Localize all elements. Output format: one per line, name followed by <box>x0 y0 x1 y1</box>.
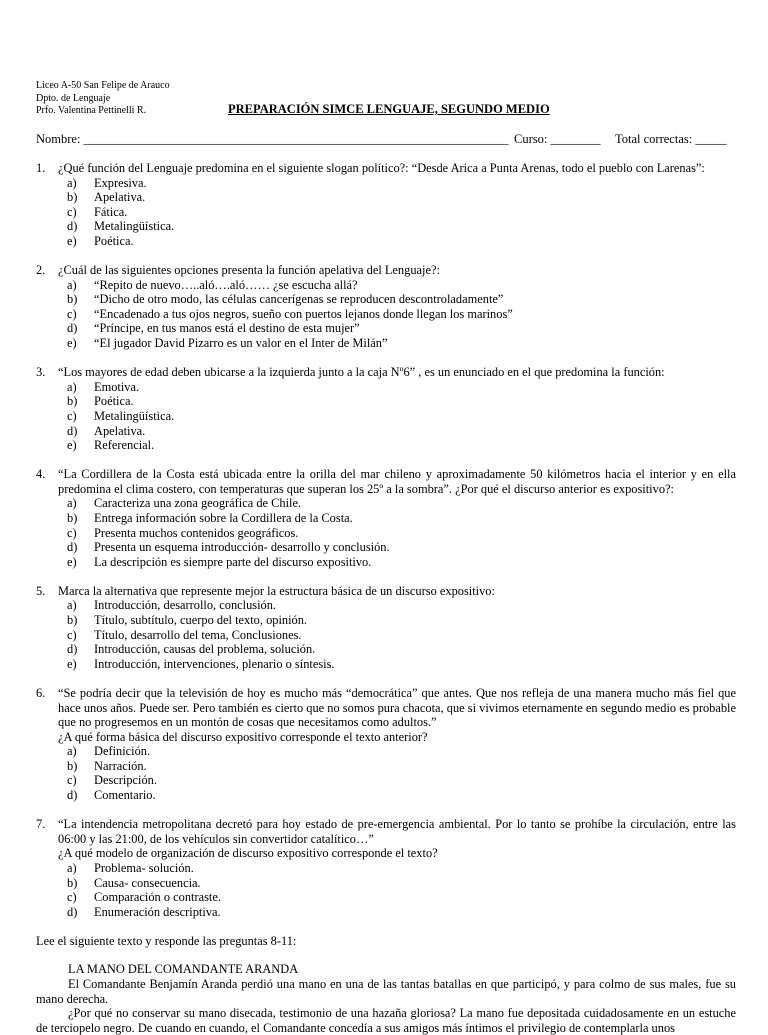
option-item[interactable]: e) Referencial. <box>67 438 155 453</box>
question-subtext: ¿A qué forma básica del discurso expositivo corresponde el texto anterior? <box>58 729 428 744</box>
question-6 <box>36 686 736 803</box>
question-text: “La intendencia metropolitana decretó para hoy estado de pre-emergencia ambiental. Por lo tanto se prohíbe la circulación, entre las 06:00 y las 21:00, de los vehículos sin convertidor catalítico…” <box>58 817 736 846</box>
options-list <box>58 598 736 671</box>
department-name: Dpto. de Lenguaje <box>36 92 111 104</box>
option-item[interactable]: e) La descripción es siempre parte del discurso expositivo. <box>67 554 372 569</box>
passage-title: LA MANO DEL COMANDANTE ARANDA <box>68 962 299 977</box>
option-item[interactable]: c) Presenta muchos contenidos geográficos. <box>67 525 299 540</box>
nombre-field[interactable]: Nombre: ____________________________________________________________________ <box>36 132 509 146</box>
option-item[interactable]: b) Entrega información sobre la Cordillera de la Costa. <box>67 510 353 525</box>
option-item[interactable]: a) “Repito de nuevo…..aló….aló…… ¿se escucha allá? <box>67 277 358 292</box>
options-list <box>58 278 736 351</box>
option-item[interactable]: d) Apelativa. <box>67 423 146 438</box>
option-item[interactable]: a) Expresiva. <box>67 175 147 190</box>
option-item[interactable]: e) Poética. <box>67 233 134 248</box>
option-item[interactable]: a) Introducción, desarrollo, conclusión. <box>67 598 277 613</box>
school-name: Liceo A-50 San Felipe de Arauco <box>36 80 170 91</box>
question-text: “La Cordillera de la Costa está ubicada entre la orilla del mar chileno y aproximadamente 50 kilómetros hacia el interior y en ella predomina el clima costero, con temperaturas que superan los 25º a la sombra”. ¿Por qué el discurso anterior es expositivo?: <box>58 467 736 496</box>
options-list <box>58 744 736 802</box>
option-item[interactable]: d) Enumeración descriptiva. <box>67 904 221 919</box>
option-item[interactable]: b) Causa- consecuencia. <box>67 875 201 890</box>
option-item[interactable]: c) “Encadenado a tus ojos negros, sueño con puertos lejanos donde llegan los marinos” <box>67 306 513 321</box>
option-item[interactable]: d) Metalingüística. <box>67 219 175 234</box>
question-2 <box>36 263 736 351</box>
question-text: ¿Cuál de las siguientes opciones presenta la función apelativa del Lenguaje?: <box>58 263 440 278</box>
reading-passage <box>36 962 736 1035</box>
options-list <box>58 380 736 453</box>
option-item[interactable]: d) Introducción, causas del problema, solución. <box>67 642 316 657</box>
option-item[interactable]: d) Comentario. <box>67 788 156 803</box>
option-item[interactable]: d) “Príncipe, en tus manos está el destino de esta mujer” <box>67 321 360 336</box>
option-item[interactable]: e) “El jugador David Pizarro es un valor en el Inter de Milán” <box>67 336 388 351</box>
question-number: 6. <box>36 685 46 700</box>
option-item[interactable]: b) “Dicho de otro modo, las células cancerígenas se reproducen descontroladamente” <box>67 292 504 307</box>
questions-section <box>36 161 736 1035</box>
question-text: ¿Qué función del Lenguaje predomina en el siguiente slogan político?: “Desde Arica a Punta Arenas, todo el pueblo con Larenas”: <box>58 161 705 175</box>
question-5 <box>36 584 736 672</box>
option-item[interactable]: a) Caracteriza una zona geográfica de Chile. <box>67 496 302 511</box>
curso-field[interactable]: Curso: ________ <box>514 132 601 146</box>
option-item[interactable]: c) Comparación o contraste. <box>67 890 221 905</box>
question-number: 2. <box>36 263 46 278</box>
question-3 <box>36 365 736 453</box>
option-item[interactable]: b) Título, subtítulo, cuerpo del texto, opinión. <box>67 613 308 628</box>
teacher-name: Prfo. Valentina Pettinelli R. <box>36 105 147 116</box>
passage-paragraph: ¿Por qué no conservar su mano disecada, testimonio de una hazaña gloriosa? La mano fue depositada cuidadosamente en un estuche de terciopelo negro. De cuando en cuando, el Comandante concedía a sus amigos más íntimos el privilegio de contemplarla unos <box>36 1006 736 1035</box>
question-1 <box>36 161 736 249</box>
reading-instruction: Lee el siguiente texto y responde las preguntas 8-11: <box>36 933 297 948</box>
option-item[interactable]: a) Emotiva. <box>67 379 140 394</box>
question-number: 7. <box>36 817 46 832</box>
options-list <box>58 861 736 919</box>
document-title: PREPARACIÓN SIMCE LENGUAJE, SEGUNDO MEDIO <box>228 102 550 116</box>
option-item[interactable]: c) Título, desarrollo del tema, Conclusiones. <box>67 627 302 642</box>
options-list <box>58 496 736 569</box>
option-item[interactable]: e) Introducción, intervenciones, plenario o síntesis. <box>67 656 335 671</box>
question-7 <box>36 817 736 919</box>
option-item[interactable]: b) Apelativa. <box>67 190 146 205</box>
total-correctas-field[interactable]: Total correctas: _____ <box>615 132 727 146</box>
question-subtext: ¿A qué modelo de organización de discurso expositivo corresponde el texto? <box>58 846 438 861</box>
option-item[interactable]: c) Metalingüística. <box>67 408 175 423</box>
question-number: 5. <box>36 583 46 598</box>
question-text: “Se podría decir que la televisión de hoy es mucho más “democrática” que antes. Que nos refleja de una manera mucho más fiel que hace unos años. Puede ser. Pero también es cierto que no somos pura chacota, que si vivimos eternamente en segundo medio es probable que no progresemos en un montón de cosas que necesitamos como adultos.” <box>58 685 736 730</box>
options-list <box>58 176 736 249</box>
question-4 <box>36 467 736 569</box>
question-number: 3. <box>36 365 46 380</box>
header-block <box>36 80 170 118</box>
option-item[interactable]: a) Definición. <box>67 744 151 759</box>
question-number: 1. <box>36 161 46 175</box>
option-item[interactable]: c) Descripción. <box>67 773 157 788</box>
option-item[interactable]: b) Narración. <box>67 758 147 773</box>
student-info-line <box>36 132 736 147</box>
option-item[interactable]: c) Fática. <box>67 204 128 219</box>
question-number: 4. <box>36 467 46 482</box>
option-item[interactable]: b) Poética. <box>67 394 134 409</box>
option-item[interactable]: d) Presenta un esquema introducción- desarrollo y conclusión. <box>67 540 390 555</box>
question-text: Marca la alternativa que represente mejor la estructura básica de un discurso expositivo: <box>58 583 495 598</box>
question-text: “Los mayores de edad deben ubicarse a la izquierda junto a la caja Nº6” , es un enunciado en el que predomina la función: <box>58 365 665 380</box>
passage-paragraph: El Comandante Benjamín Aranda perdió una mano en una de las tantas batallas en que participó, y para colmo de sus males, fue su mano derecha. <box>36 977 736 1006</box>
option-item[interactable]: a) Problema- solución. <box>67 860 194 875</box>
